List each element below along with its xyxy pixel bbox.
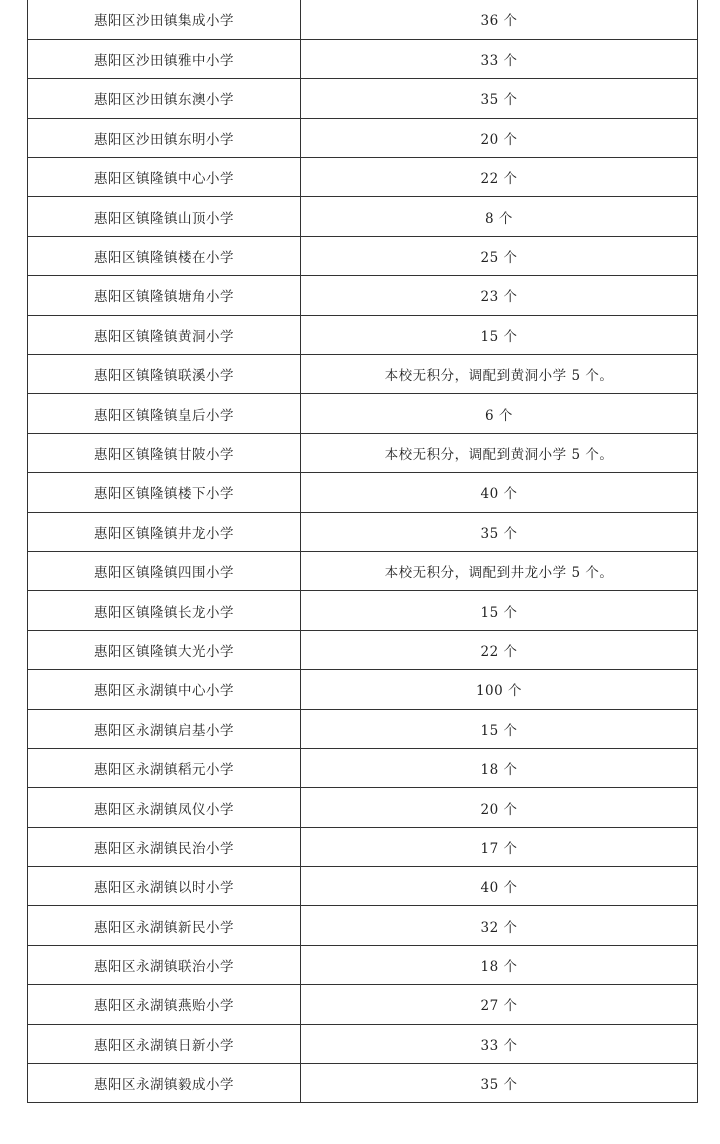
- table-row: [28, 748, 698, 787]
- quota-table-container: [27, 0, 697, 1103]
- quota-cell: 本校无积分，调配到井龙小学 5 个。: [301, 551, 698, 590]
- table-row: [28, 276, 698, 315]
- table-row: [28, 1024, 698, 1063]
- school-name-cell: 惠阳区永湖镇新民小学: [28, 906, 301, 945]
- quota-cell: 32 个: [301, 906, 698, 945]
- school-name-cell: 惠阳区沙田镇东澳小学: [28, 79, 301, 118]
- school-name-cell: 惠阳区镇隆镇大光小学: [28, 630, 301, 669]
- table-row: [28, 945, 698, 984]
- quota-cell: 本校无积分，调配到黄洞小学 5 个。: [301, 355, 698, 394]
- quota-cell: 33 个: [301, 1024, 698, 1063]
- school-name-cell: 惠阳区永湖镇毅成小学: [28, 1064, 301, 1103]
- school-name-cell: 惠阳区镇隆镇中心小学: [28, 158, 301, 197]
- quota-cell: 15 个: [301, 591, 698, 630]
- school-name-cell: 惠阳区沙田镇集成小学: [28, 0, 301, 39]
- quota-cell: 35 个: [301, 79, 698, 118]
- school-name-cell: 惠阳区永湖镇联治小学: [28, 945, 301, 984]
- school-name-cell: 惠阳区永湖镇中心小学: [28, 670, 301, 709]
- quota-cell: 35 个: [301, 512, 698, 551]
- quota-cell: 40 个: [301, 473, 698, 512]
- quota-cell: 6 个: [301, 394, 698, 433]
- school-name-cell: 惠阳区沙田镇东明小学: [28, 118, 301, 157]
- quota-cell: 22 个: [301, 630, 698, 669]
- school-name-cell: 惠阳区镇隆镇甘陂小学: [28, 433, 301, 472]
- table-row: [28, 1064, 698, 1103]
- table-row: [28, 551, 698, 590]
- table-row: [28, 709, 698, 748]
- table-row: [28, 827, 698, 866]
- quota-cell: 17 个: [301, 827, 698, 866]
- table-row: [28, 630, 698, 669]
- table-row: [28, 591, 698, 630]
- quota-cell: 20 个: [301, 788, 698, 827]
- table-row: [28, 867, 698, 906]
- table-row: [28, 0, 698, 39]
- quota-table-body: [28, 0, 698, 1103]
- school-name-cell: 惠阳区镇隆镇井龙小学: [28, 512, 301, 551]
- school-name-cell: 惠阳区沙田镇雅中小学: [28, 39, 301, 78]
- quota-cell: 22 个: [301, 158, 698, 197]
- table-row: [28, 473, 698, 512]
- table-row: [28, 512, 698, 551]
- school-name-cell: 惠阳区永湖镇以时小学: [28, 867, 301, 906]
- table-row: [28, 315, 698, 354]
- quota-cell: 33 个: [301, 39, 698, 78]
- quota-cell: 15 个: [301, 709, 698, 748]
- quota-cell: 36 个: [301, 0, 698, 39]
- table-row: [28, 394, 698, 433]
- quota-cell: 100 个: [301, 670, 698, 709]
- table-row: [28, 118, 698, 157]
- table-row: [28, 79, 698, 118]
- school-name-cell: 惠阳区镇隆镇楼下小学: [28, 473, 301, 512]
- quota-cell: 8 个: [301, 197, 698, 236]
- quota-cell: 23 个: [301, 276, 698, 315]
- school-name-cell: 惠阳区永湖镇稻元小学: [28, 748, 301, 787]
- school-name-cell: 惠阳区镇隆镇长龙小学: [28, 591, 301, 630]
- quota-table: [27, 0, 698, 1103]
- school-name-cell: 惠阳区镇隆镇皇后小学: [28, 394, 301, 433]
- table-row: [28, 158, 698, 197]
- school-name-cell: 惠阳区镇隆镇黄洞小学: [28, 315, 301, 354]
- quota-cell: 35 个: [301, 1064, 698, 1103]
- table-row: [28, 39, 698, 78]
- quota-cell: 本校无积分，调配到黄洞小学 5 个。: [301, 433, 698, 472]
- table-row: [28, 197, 698, 236]
- table-row: [28, 433, 698, 472]
- table-row: [28, 670, 698, 709]
- school-name-cell: 惠阳区永湖镇民治小学: [28, 827, 301, 866]
- school-name-cell: 惠阳区永湖镇启基小学: [28, 709, 301, 748]
- table-row: [28, 236, 698, 275]
- school-name-cell: 惠阳区镇隆镇四围小学: [28, 551, 301, 590]
- table-row: [28, 985, 698, 1024]
- school-name-cell: 惠阳区永湖镇燕贻小学: [28, 985, 301, 1024]
- school-name-cell: 惠阳区镇隆镇联溪小学: [28, 355, 301, 394]
- quota-cell: 27 个: [301, 985, 698, 1024]
- school-name-cell: 惠阳区镇隆镇山顶小学: [28, 197, 301, 236]
- table-row: [28, 906, 698, 945]
- quota-cell: 40 个: [301, 867, 698, 906]
- table-row: [28, 355, 698, 394]
- school-name-cell: 惠阳区永湖镇凤仪小学: [28, 788, 301, 827]
- school-name-cell: 惠阳区永湖镇日新小学: [28, 1024, 301, 1063]
- school-name-cell: 惠阳区镇隆镇楼在小学: [28, 236, 301, 275]
- quota-cell: 20 个: [301, 118, 698, 157]
- quota-cell: 25 个: [301, 236, 698, 275]
- quota-cell: 18 个: [301, 748, 698, 787]
- quota-cell: 18 个: [301, 945, 698, 984]
- quota-cell: 15 个: [301, 315, 698, 354]
- table-row: [28, 788, 698, 827]
- school-name-cell: 惠阳区镇隆镇塘角小学: [28, 276, 301, 315]
